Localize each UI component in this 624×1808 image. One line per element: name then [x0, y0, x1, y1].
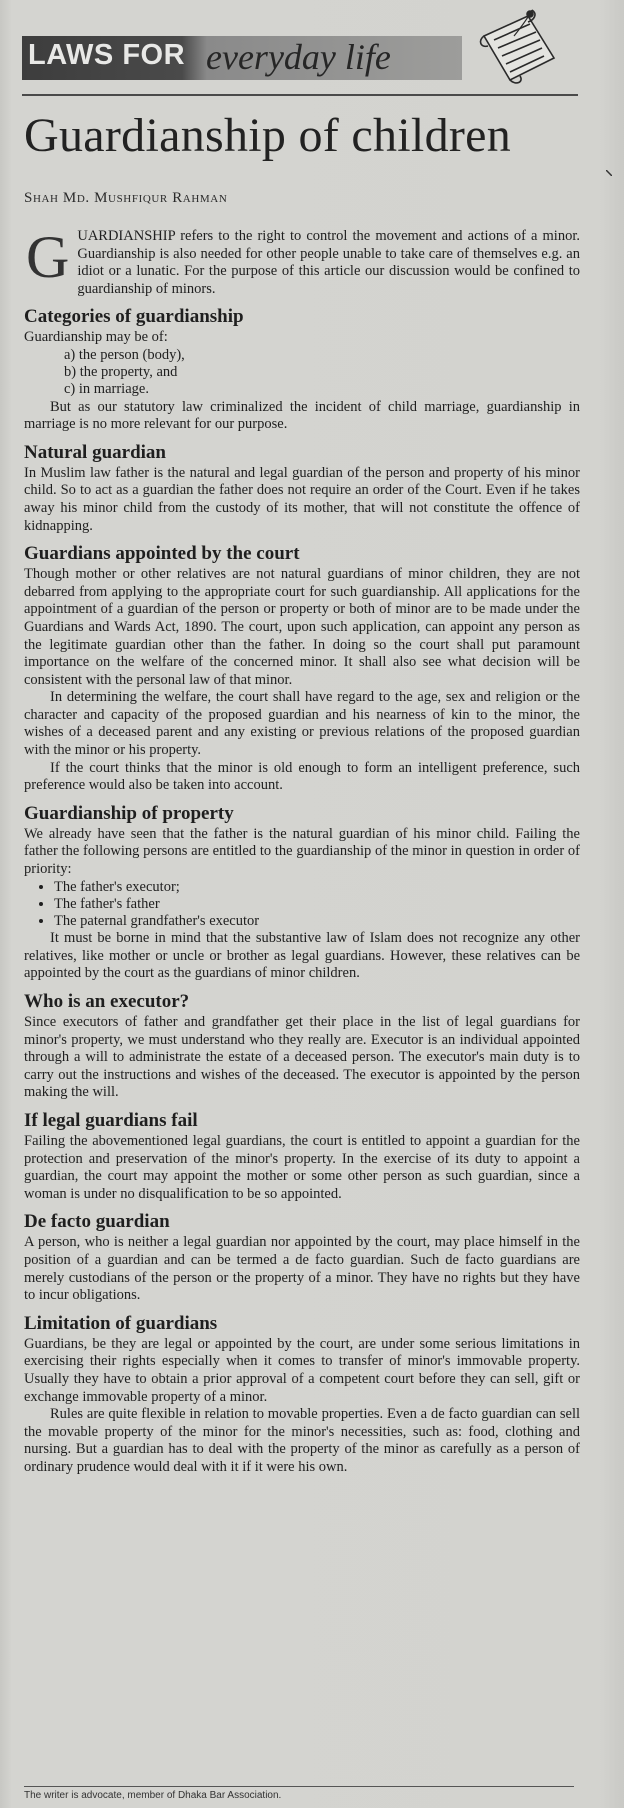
- section-heading: Guardians appointed by the court: [24, 543, 300, 565]
- paragraph: A person, who is neither a legal guardian nor appointed by the court, may place himself in the position of a guardian and can be termed a de facto guardian. Such de facto guardians are merely custodians of the person or the property of a minor. They have no rights but they have to incur obligations.: [24, 1234, 580, 1304]
- article-body: [24, 224, 580, 1477]
- list-item: c) in marriage.: [64, 381, 149, 398]
- paragraph: Failing the abovementioned legal guardians, the court is entitled to appoint a guardian for the protection and preservation of the minor's property. In the exercise of its duty to appoint a guardian, the court may appoint the mother or some other person as such guardian, since a woman is under no disqualification to be so appointed.: [24, 1133, 580, 1202]
- section-heading: Natural guardian: [24, 441, 166, 463]
- margin-mark-icon: [606, 170, 612, 176]
- intro-text: UARDIANSHIP refers to the right to control the movement and actions of a minor. Guardianship is also needed for other people unable to take care of themselves e.g. an idiot or a lunatic. For the purpose of this article our discussion would be confined to guardianship of minors.: [77, 228, 580, 297]
- section-heading: Guardianship of property: [24, 802, 234, 824]
- list-item: a) the person (body),: [64, 346, 185, 363]
- paragraph: Guardians, be they are legal or appointed by the court, are under some serious limitations in exercising their rights especially when it comes to transfer of minor's immovable property. Usually they have to obtain a prior approval of a competent court before they can sell, gift or exchange immovable property of a minor.: [24, 1335, 580, 1405]
- section-heading: Limitation of guardians: [24, 1312, 218, 1334]
- paragraph: If the court thinks that the minor is old enough to form an intelligent preference, such preference would also be taken into account.: [24, 759, 580, 794]
- paragraph: Though mother or other relatives are not natural guardians of minor children, they are not debarred from applying to the appropriate court for such guardianship. All applications for the appointment of a guardian of the person or property or both of minor are to be made under the Guardians and Wards Act, 1890. The court, upon such application, can appoint any person as the legitimate guardian other than the father. In doing so the court shall put paramount importance on the welfare of the concerned minor. It shall also see what decision will be consistent with the personal law of that minor.: [24, 566, 580, 688]
- footer-rule: [24, 1786, 574, 1787]
- list-item: • The father's executor;: [54, 879, 580, 896]
- section-heading: Who is an executor?: [24, 991, 190, 1013]
- paragraph: Rules are quite flexible in relation to movable properties. Even a de facto guardian can sell the movable property of the minor for the minor's necessities, such as: food, clothing and nursing. But a guardian has to deal with the property of the minor as carefully as a person of ordinary prudence would deal with it if it were his own.: [24, 1406, 580, 1475]
- article-byline: Shah Md. Mushfiqur Rahman: [24, 190, 228, 206]
- paragraph: In Muslim law father is the natural and legal guardian of the person and property of his minor child. So to act as a guardian the father does not require an order of the Court. Even if he takes away his minor child from the custody of its mother, that will not constitute the offence of kidnapping.: [24, 464, 580, 534]
- paragraph: In determining the welfare, the court shall have regard to the age, sex and religion or the character and capacity of the proposed guardian and his nearness of kin to the minor, the wishes of a deceased parent and any existing or previous relations of the proposed guardian with the minor or his property.: [24, 689, 580, 759]
- column-label-strong: LAWS FOR: [28, 39, 186, 71]
- section-heading: De facto guardian: [24, 1211, 170, 1233]
- priority-list: [24, 879, 580, 931]
- header-rule: [22, 94, 578, 96]
- column-label-italic: everyday life: [206, 37, 391, 77]
- list-item: b) the property, and: [64, 364, 178, 381]
- category-list: [24, 347, 580, 399]
- paragraph: But as our statutory law criminalized the incident of child marriage, guardianship in marriage is no more relevant for our purpose.: [24, 398, 580, 433]
- writer-footnote: The writer is advocate, member of Dhaka Bar Association.: [24, 1790, 282, 1801]
- paragraph: It must be borne in mind that the substantive law of Islam does not recognize any other relatives, like mother or uncle or brother as legal guardians. However, these relatives can be appointed by the court as the guardians of minor children.: [24, 930, 580, 982]
- intro-paragraph: [24, 224, 580, 298]
- drop-cap: G: [26, 224, 70, 290]
- list-item: • The paternal grandfather's executor: [54, 913, 580, 930]
- article-headline: Guardianship of children: [24, 109, 512, 162]
- paragraph: We already have seen that the father is the natural guardian of his minor child. Failing the father the following persons are entitled to the guardianship of the minor in question in order of priority:: [24, 825, 580, 878]
- section-heading: If legal guardians fail: [24, 1110, 198, 1131]
- column-banner: [22, 22, 462, 90]
- scroll-quill-icon: [470, 6, 560, 92]
- paragraph: Guardianship may be of:: [24, 329, 168, 346]
- section-heading: Categories of guardianship: [24, 306, 244, 328]
- list-item: • The father's father: [54, 896, 580, 913]
- paragraph: Since executors of father and grandfather get their place in the list of legal guardians for minor's property, we must understand who they really are. Executor is an individual appointed through a will to administrate the estate of a deceased person. The executor's main duty is to carry out the instructions and wishes of the deceased. The executor is appointed by the person making the will.: [24, 1014, 580, 1101]
